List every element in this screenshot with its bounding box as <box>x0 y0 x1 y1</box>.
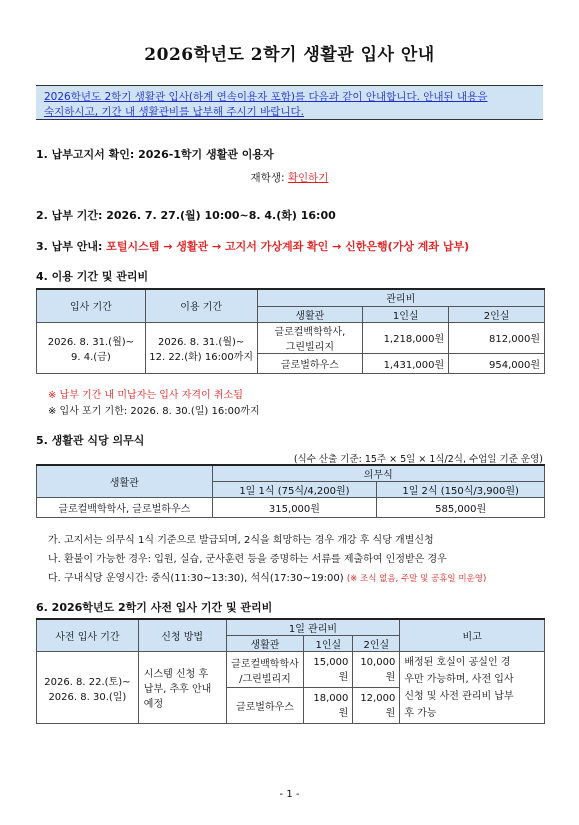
notice-line-2: 숙지하시고, 기간 내 생활관비를 납부해 주시기 바랍니다. <box>44 106 304 118</box>
admission-period-cell: 2026. 8. 31.(월)~ 9. 4.(금) <box>37 322 146 373</box>
table-row <box>37 322 545 353</box>
header-double: 2인실 <box>353 636 400 652</box>
notice-box <box>36 85 543 120</box>
notice-line-1: 2026학년도 2학기 생활관 입사(하계 연속이용자 포함)를 다음과 같이 안내합니다. 안내된 내용을 <box>44 91 488 103</box>
header-mandatory: 의무식 <box>212 465 544 482</box>
double-fee-cell: 10,000원 <box>353 652 400 688</box>
header-meal-dorm: 생활관 <box>37 465 213 498</box>
page-number: - 1 - <box>279 789 300 800</box>
single-fee-cell: 15,000원 <box>304 652 353 688</box>
meal-item-c: 다. 구내식당 운영시간: 중식(11:30~13:30), 석식(17:30~19:00) (※ 조식 없음, 주말 및 공휴일 미운영) <box>48 573 487 584</box>
double-fee-cell: 954,000원 <box>449 353 545 373</box>
table-row <box>37 652 545 688</box>
header-one-meal: 1일 1식 (75식/4,200원) <box>212 482 377 498</box>
meal-basis: (식수 산출 기준: 15주 × 5일 × 1식/2식, 수업일 기준 운영) <box>293 454 543 465</box>
header-dorm: 생활관 <box>257 306 363 322</box>
section-5-heading: 5. 생활관 식당 의무식 <box>36 434 145 447</box>
header-single: 1인실 <box>363 306 449 322</box>
single-fee-cell: 18,000원 <box>304 688 353 724</box>
note-unpaid: ※ 납부 기간 내 미납자는 입사 자격이 취소됨 <box>48 390 243 401</box>
two-meals-cell: 585,000원 <box>377 498 545 518</box>
one-meal-cell: 315,000원 <box>212 498 377 518</box>
meal-table <box>36 464 545 518</box>
header-usage-period: 이용 기간 <box>145 289 257 322</box>
single-fee-cell: 1,431,000원 <box>363 353 449 373</box>
single-fee-cell: 1,218,000원 <box>363 322 449 353</box>
header-pre-period: 사전 입사 기간 <box>37 619 139 652</box>
header-two-meals: 1일 2식 (150식/3,900원) <box>377 482 545 498</box>
dorm-cell: 글로컬백학학사 /그린빌리지 <box>226 652 304 688</box>
section-3-prefix: 3. 납부 안내: <box>36 240 103 253</box>
meal-item-a: 가. 고지서는 의무식 1식 기준으로 발급되며, 2식을 희망하는 경우 개강 후 식당 개별신청 <box>48 535 434 546</box>
page-title: 2026학년도 2학기 생활관 입사 안내 <box>144 45 435 65</box>
section-3-detail: 포털시스템 → 생활관 → 고지서 가상계좌 확인 → 신한은행(가상 계좌 납부) <box>106 240 470 253</box>
section-4-heading: 4. 이용 기간 및 관리비 <box>36 270 149 283</box>
dorm-cell: 글로컬백학학사, 그린빌리지 <box>257 322 363 353</box>
double-fee-cell: 812,000원 <box>449 322 545 353</box>
check-link[interactable]: 확인하기 <box>287 172 329 184</box>
dorm-cell: 글로벌하우스 <box>226 688 304 724</box>
header-daily-fee: 1일 관리비 <box>226 619 400 636</box>
fee-table <box>36 288 545 374</box>
remarks-cell: 배정된 호실이 공실인 경 우만 가능하며, 사전 입사 신청 및 사전 관리비 납부 후 가능 <box>400 652 545 724</box>
section-6-heading: 6. 2026학년도 2학기 사전 입사 기간 및 관리비 <box>36 601 273 614</box>
section-3-heading <box>36 238 469 254</box>
dorm-cell: 글로벌하우스 <box>257 353 363 373</box>
double-fee-cell: 12,000원 <box>353 688 400 724</box>
note-withdraw-deadline: ※ 입사 포기 기한: 2026. 8. 30.(일) 16:00까지 <box>48 406 260 417</box>
header-single: 1인실 <box>304 636 353 652</box>
table-row <box>37 498 545 518</box>
meal-item-b: 나. 환불이 가능한 경우: 입원, 실습, 군사훈련 등을 증명하는 서류를 제출하여 인정받은 경우 <box>48 554 447 565</box>
section-2-heading: 2. 납부 기간: 2026. 7. 27.(월) 10:00~8. 4.(화) 16:00 <box>36 209 336 222</box>
header-double: 2인실 <box>449 306 545 322</box>
meal-dorm-cell: 글로컬백학학사, 글로벌하우스 <box>37 498 213 518</box>
student-check-row <box>0 170 579 185</box>
header-fee: 관리비 <box>257 289 545 306</box>
header-method: 신청 방법 <box>138 619 226 652</box>
header-dorm: 생활관 <box>226 636 304 652</box>
header-remarks: 비고 <box>400 619 545 652</box>
pre-admission-table <box>36 618 545 724</box>
meal-item-c-note: (※ 조식 없음, 주말 및 공휴일 미운영) <box>346 574 487 584</box>
student-label: 재학생: <box>250 172 285 184</box>
method-cell: 시스템 신청 후 납부, 추후 안내 예정 <box>138 652 226 724</box>
header-admission-period: 입사 기간 <box>37 289 146 322</box>
pre-period-cell: 2026. 8. 22.(토)~ 2026. 8. 30.(일) <box>37 652 139 724</box>
usage-period-cell: 2026. 8. 31.(월)~ 12. 22.(화) 16:00까지 <box>145 322 257 373</box>
section-1-heading: 1. 납부고지서 확인: 2026-1학기 생활관 이용자 <box>36 148 274 161</box>
